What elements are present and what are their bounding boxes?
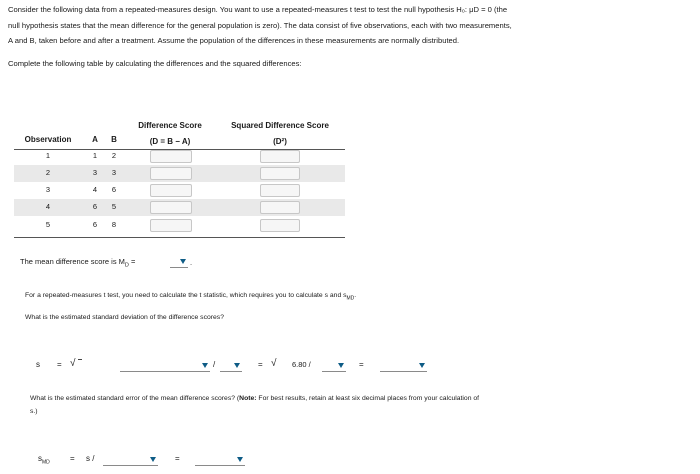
se-question bbox=[30, 392, 670, 418]
obs-cell: 5 bbox=[45, 220, 51, 229]
squared-input-2[interactable] bbox=[260, 167, 300, 180]
squared-input-3[interactable] bbox=[260, 184, 300, 197]
difference-input-4[interactable] bbox=[150, 201, 192, 214]
equals-sign: = bbox=[57, 360, 62, 369]
sd-question: What is the estimated standard deviation of the difference scores? bbox=[25, 314, 224, 321]
difference-input-2[interactable] bbox=[150, 167, 192, 180]
difference-input-1[interactable] bbox=[150, 150, 192, 163]
mean-difference-subscript: D bbox=[124, 262, 129, 269]
question-text bbox=[8, 2, 692, 71]
s-over: s / bbox=[86, 454, 95, 463]
b-cell: 6 bbox=[111, 185, 117, 194]
a-cell: 3 bbox=[92, 168, 98, 177]
b-cell: 5 bbox=[111, 202, 117, 211]
chevron-down-icon bbox=[237, 457, 243, 462]
sd-result-dropdown[interactable] bbox=[380, 360, 427, 372]
squared-difference-header bbox=[218, 118, 342, 150]
equals-sign: = bbox=[70, 454, 75, 463]
t-statistic-note: For a repeated-measures t test, you need to calculate the t statistic, which requires you to calculate s and $s_{MD}$. bbox=[25, 292, 357, 302]
column-a-header: A bbox=[92, 135, 98, 144]
difference-score-header bbox=[130, 118, 210, 150]
sq-header-line1: Squared Difference Score bbox=[231, 121, 329, 130]
column-b-header: B bbox=[111, 135, 117, 144]
b-cell: 8 bbox=[111, 220, 117, 229]
diff-header-line1: Difference Score bbox=[138, 121, 202, 130]
chevron-down-icon bbox=[419, 363, 425, 368]
equals-sign: = bbox=[258, 360, 263, 369]
squared-input-4[interactable] bbox=[260, 201, 300, 214]
a-cell: 1 bbox=[92, 151, 98, 160]
question-line-3: A and B, taken before and after a treatment. Assume the population of the differences in these measurements are normally distributed. bbox=[8, 36, 460, 45]
obs-cell: 4 bbox=[45, 202, 51, 211]
equals-sign: = bbox=[175, 454, 180, 463]
sd-value-dropdown[interactable] bbox=[322, 360, 346, 372]
se-question-note: For best results, retain at least six decimal places from your calculation of bbox=[256, 395, 480, 402]
b-cell: 2 bbox=[111, 151, 117, 160]
equals-sign: = bbox=[359, 360, 364, 369]
mean-difference-dropdown[interactable] bbox=[170, 256, 188, 268]
se-question-line-2: s.) bbox=[30, 408, 38, 415]
period: . bbox=[190, 258, 193, 267]
a-cell: 4 bbox=[92, 185, 98, 194]
chevron-down-icon bbox=[202, 363, 208, 368]
se-denominator-dropdown[interactable] bbox=[103, 454, 158, 466]
sq-header-line2: (D²) bbox=[273, 137, 287, 146]
diff-header-line2: (D = B − A) bbox=[149, 137, 191, 146]
obs-cell: 1 bbox=[45, 151, 51, 160]
se-question-text: What is the estimated standard error of the mean difference scores? ( bbox=[30, 395, 240, 402]
sd-numerator-dropdown[interactable] bbox=[120, 360, 210, 372]
smd-symbol bbox=[38, 454, 50, 466]
note-label: Note: bbox=[239, 395, 257, 402]
table-bottom-rule bbox=[14, 237, 345, 238]
question-line-1: Consider the following data from a repeated-measures design. You want to use a repeated-measures t test to test the null hypothesis H₀: μD = 0 (the bbox=[8, 5, 508, 14]
sd-value: 6.80 / bbox=[292, 360, 311, 369]
a-cell: 6 bbox=[92, 202, 98, 211]
question-line-2: null hypothesis states that the mean difference for the general population is zero). The data consist of five observations, each with two measurements, bbox=[8, 20, 512, 30]
a-cell: 6 bbox=[92, 220, 98, 229]
sqrt-bar bbox=[78, 359, 82, 360]
note-subscript: MD bbox=[346, 295, 355, 302]
squared-input-5[interactable] bbox=[260, 219, 300, 232]
b-cell: 3 bbox=[111, 168, 117, 177]
sd-denominator-dropdown[interactable] bbox=[220, 360, 242, 372]
difference-input-5[interactable] bbox=[150, 219, 192, 232]
squared-input-1[interactable] bbox=[260, 150, 300, 163]
sqrt-symbol: √ bbox=[271, 358, 277, 369]
mean-difference-label: The mean difference score is M bbox=[20, 257, 125, 266]
difference-input-3[interactable] bbox=[150, 184, 192, 197]
chevron-down-icon bbox=[180, 259, 186, 264]
smd-subscript: MD bbox=[42, 459, 50, 466]
mean-difference-statement bbox=[20, 257, 135, 269]
slash: / bbox=[213, 360, 216, 369]
table-instruction: Complete the following table by calculating the differences and the squared differences: bbox=[8, 58, 302, 68]
s-letter: s bbox=[38, 454, 42, 463]
equals-sign: = bbox=[131, 257, 136, 266]
chevron-down-icon bbox=[234, 363, 240, 368]
s-symbol: s bbox=[36, 360, 40, 369]
observation-header: Observation bbox=[24, 135, 72, 144]
obs-cell: 3 bbox=[45, 185, 51, 194]
chevron-down-icon bbox=[338, 363, 344, 368]
note-text: For a repeated-measures t test, you need to calculate the t statistic, which requires you to calculate s and s bbox=[25, 292, 347, 299]
sqrt-symbol: √ bbox=[70, 358, 76, 369]
chevron-down-icon bbox=[150, 457, 156, 462]
se-result-dropdown[interactable] bbox=[195, 454, 245, 466]
obs-cell: 2 bbox=[45, 168, 51, 177]
